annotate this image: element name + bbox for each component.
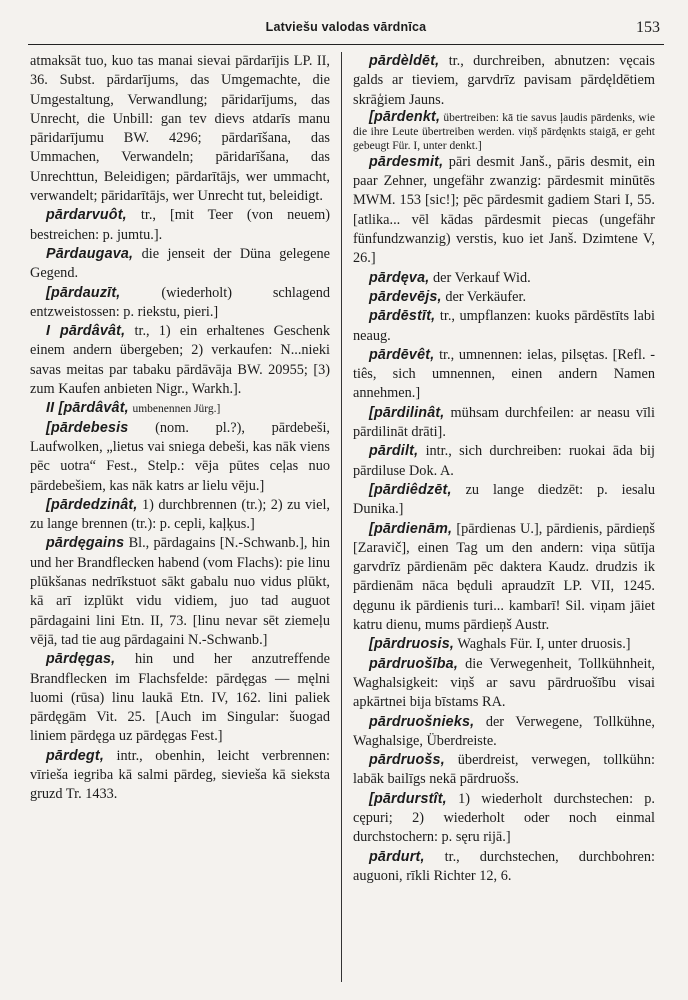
- right-column: [353, 52, 655, 886]
- entry-body: der Verkäufer.: [445, 288, 527, 305]
- entry-headword: [pārdauzīt,: [46, 284, 121, 301]
- entry-headword: pārdegt,: [46, 747, 104, 764]
- entry-body: zu lange diedzēt: p. iesalu Dunika.]: [353, 481, 655, 518]
- dictionary-entry: [353, 751, 655, 790]
- entry-body: tr., durchreiben, abnutzen: vęcais galds ar tieviem, garvdrīz pavisam pārdęldētiem skrāģiem Jauns.: [353, 53, 655, 108]
- dictionary-entry: [353, 110, 655, 153]
- entry-body: 1) durchbrennen (tr.); 2) zu viel, zu lange brennen (tr.): p. cepli, kaļķus.]: [30, 496, 330, 533]
- entry-headword: pārdurt,: [369, 848, 425, 865]
- entry-headword: [pārdurstît,: [369, 790, 447, 807]
- dictionary-entry: [353, 713, 655, 752]
- entry-headword: [pārdebesis: [46, 419, 129, 436]
- entry-headword: II [pārdâvât,: [46, 400, 129, 417]
- entry-body: überdreist, verwegen, tollkühn: labāk bailīgs nekā pārdruošs.: [353, 752, 656, 788]
- running-header: [28, 10, 664, 40]
- entry-headword: pārdilt,: [369, 443, 419, 460]
- dictionary-entry: [353, 442, 655, 481]
- entry-body: atmaksāt tuo, kuo tas manai sievai pārdarījis LP. II, 36. Subst. pārdarījums, das Umgemachte, die Umgestaltung, Verwandlung; pāridarījums, das Unrecht, die Unbill: gan tev dievs atdarīs manu pāridarījumu BW. 4296; pārdarīšana, das Ummachen, Verwandeln; pāridarīšana, das Unrechttun, Beleidigen; pārdarītājs, wer ummacht, verwandelt; pāridarītājs, wer Unrecht tut, beleidigt.: [30, 53, 330, 205]
- entry-headword: pārdruošība,: [369, 655, 458, 672]
- entry-headword: pārdruošnieks,: [369, 713, 475, 730]
- dictionary-entry: [353, 346, 655, 404]
- dictionary-entry: [30, 747, 330, 805]
- dictionary-entry: [30, 650, 330, 746]
- entry-body: (nom. pl.?), pārdebeši, Laufwolken, „lietus vai sniega debeši, kas nāk viens pēc uotra“ Fest., Stelp.: vēja pūtes ceļas nuo pārdebešiem, kas nāk katrs ar lielu vēju.]: [30, 419, 330, 494]
- entry-headword: pārdruošs,: [369, 752, 445, 769]
- header-rule: [28, 44, 664, 45]
- page-title: Latviešu valodas vārdnīca: [265, 20, 427, 34]
- entry-body: tr., umpflanzen: kuoks pārdēstīts labi neaug.: [353, 308, 655, 344]
- dictionary-entry: [353, 307, 655, 346]
- dictionary-entry: [353, 848, 655, 887]
- dictionary-entry: [353, 790, 655, 848]
- page-number: 153: [636, 19, 660, 36]
- entry-headword: pārdèldēt,: [369, 53, 440, 69]
- entry-body: der Verwegene, Tollkühne, Waghalsige, Überdreiste.: [353, 713, 655, 749]
- entry-headword: pārdēstīt,: [369, 308, 436, 325]
- dictionary-entry: [30, 419, 330, 496]
- entry-body: 1) wiederholt durchstechen: p. cępuri; 2) wiederholt oder noch einmal durchstochern: p. sęru rijā.]: [353, 790, 656, 846]
- entry-body: übertreiben: kā tie savus ļaudis pārdenks, wie die ihre Leute übertreiben werden. viņš pārdęnkts staigā, er geht gebeugt Für. I, unter denkt.]: [353, 111, 655, 152]
- entry-headword: [pārdedzinât,: [46, 496, 138, 513]
- dictionary-entry: [30, 284, 330, 323]
- entry-headword: [pārdienām,: [369, 520, 453, 537]
- dictionary-entry: [353, 655, 655, 713]
- entry-headword: pārdęgas,: [46, 651, 116, 668]
- entry-body: intr., obenhin, leicht verbrennen: vīrieša iegriba kā salmi pārdeg, sievieša kā sieksta gruzd Tr. 1433.: [30, 747, 330, 803]
- entry-headword: [pārdenkt,: [369, 108, 441, 125]
- entry-body: umbenennen Jürg.]: [132, 403, 221, 416]
- entry-body: (wiederholt) schlagend entzweistossen: p. riekstu, pieri.]: [30, 284, 330, 320]
- entry-headword: pārdęva,: [369, 269, 430, 286]
- dictionary-entry: [353, 635, 655, 654]
- entry-body: der Verkauf Wid.: [433, 269, 531, 286]
- dictionary-entry: [30, 496, 330, 535]
- entry-headword: [pārdruosis,: [369, 636, 455, 653]
- entry-body: tr., [mit Teer (von neuem) bestreichen: p. jumtu.].: [30, 207, 330, 243]
- entry-body: tr., durchstechen, durchbohren: auguoni, rīkli Richter 12, 6.: [353, 848, 656, 884]
- dictionary-entry: [353, 481, 655, 520]
- dictionary-entry-continued: [30, 52, 330, 206]
- dictionary-entry: [30, 322, 330, 399]
- entry-headword: [pārdiêdzēt,: [369, 481, 452, 498]
- entry-body: hin und her anzutreffende Brandflecken im Flachsfelde: pārdęgas — męlni luomi (rūsa) linu laukā Etn. IV, 162. lini paliek pārdęgām Vit. 25. [Auch im Singular: šuogad liniem pārdęga uz pārdęgas Fest.]: [30, 651, 330, 745]
- entry-headword: I pārdâvât,: [46, 323, 126, 340]
- dictionary-entry: [30, 206, 330, 245]
- dictionary-entry: [353, 404, 655, 443]
- entry-body: Waghals Für. I, unter druosis.]: [457, 636, 631, 653]
- entry-body: tr., 1) ein erhaltenes Geschenk einem andern übergeben; 2) verkaufen: N...nieki savas meitas par tabaku pārdāvāja BW. 20955; [3) zum Kaufen anbieten Nigr., Warkh.].: [30, 323, 331, 398]
- entry-headword: [pārdilinât,: [369, 404, 445, 421]
- dictionary-entry: [353, 153, 655, 269]
- dictionary-entry: [30, 399, 330, 418]
- dictionary-entry: [353, 288, 655, 307]
- entry-headword: pārdarvuôt,: [46, 207, 127, 224]
- entry-body: die jenseit der Düna gelegene Gegend.: [30, 245, 330, 282]
- entry-body: tr., umnennen: ielas, pilsętas. [Refl. -tiês, sich umnennen, einen andern Namen annehmen.]: [353, 346, 656, 402]
- entry-headword: pārdevējs,: [369, 288, 442, 305]
- entry-body: Bl., pārdagains [N.-Schwanb.], hin und her Brandflecken habend (vom Flachs): pie linu plūkšanas nedrīkstuot sākt gabalu nuo vidus plūkt, kā arī izplūkt vidu vidiem, juo tad auguot pārdagaini lini Etn. II, 73. [linu nevar sēt ziemeļu vējā, tad tie aug pārdagaini N.-Schwanb.]: [30, 535, 330, 648]
- entry-headword: pārdęgains: [46, 535, 125, 552]
- column-divider: [341, 52, 342, 982]
- dictionary-entry: [353, 52, 655, 110]
- dictionary-entry: [353, 269, 655, 288]
- left-column: [30, 52, 330, 805]
- entry-body: [pārdienas U.], pārdienis, pārdieņš [Zaravič], einen Tag um den andern: viņa sūtīja garvdrīz pārdienām pēc daktera Kaudz. drudzis ik pārdienām nāca będuli apraudzīt LP. VII, 1245. dęgunu ik pārdienis turi... kambarī! Sil. viņam jāiet katru dienu, mums pārdieņš Austr.: [353, 520, 655, 634]
- entry-body: pāri desmit Janš., pāris desmit, ein paar Zehner, ungefähr zwanzig: pārdesmit minūtēs MWM. 153 [sic!]; pēc pārdesmit gadiem Stari I, 55. [atlika... vēl kādas pārdesmit piecas (ungefähr fünfundzwanzig) verstis, kuo iet Janš. Dzimtene V, 26.]: [353, 153, 655, 267]
- entry-headword: pārdesmit,: [369, 153, 444, 170]
- entry-body: intr., sich durchreiben: ruokai āda bij pārdiluse Dok. A.: [353, 443, 655, 479]
- dictionary-entry: [30, 534, 330, 650]
- dictionary-entry: [353, 520, 655, 636]
- entry-headword: pārdēvêt,: [369, 346, 435, 363]
- entry-body: die Verwegenheit, Tollkühnheit, Waghalsigkeit: viņš ar savu pārdruošību visai apkārtnei bija bīstams RA.: [353, 655, 655, 711]
- entry-body: mühsam durchfeilen: ar neasu vīli pārdilināt drāti].: [353, 404, 655, 441]
- dictionary-entry: [30, 245, 330, 284]
- entry-headword: Pārdaugava,: [46, 245, 134, 262]
